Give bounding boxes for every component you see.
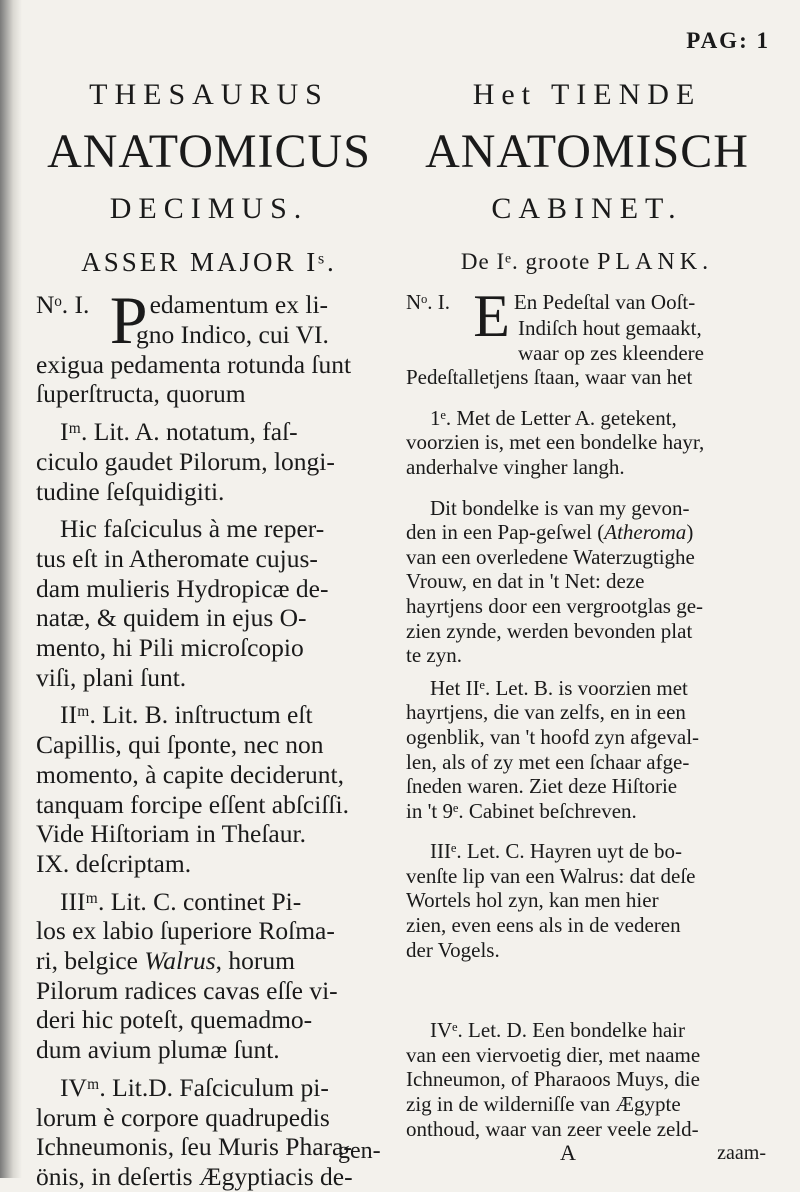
text-line: IIIᵐ. Lit. C. continet Pi- bbox=[60, 886, 302, 916]
text-line: 1ᵉ. Met de Letter A. getekent, bbox=[430, 405, 677, 430]
text-line: den in een Pap-geſwel (Atheroma) bbox=[406, 520, 694, 545]
latin-column bbox=[36, 70, 382, 1192]
text-line: tudine ſeſquidigiti. bbox=[36, 476, 225, 506]
text-line: Ichneumon, of Pharaoos Muys, die bbox=[406, 1067, 700, 1092]
page-number: PAG: 1 bbox=[686, 28, 770, 53]
entry-number: Nᵒ. I. bbox=[406, 290, 450, 314]
latin-title-line1: THESAURUS bbox=[89, 78, 329, 111]
page-binding-shadow bbox=[0, 0, 22, 1178]
text-line: önis, in deſertis Ægyptiacis de- bbox=[36, 1161, 353, 1191]
dutch-entry-4 bbox=[406, 676, 768, 824]
text-line: edamentum ex li- bbox=[149, 290, 329, 319]
signature-mark: A bbox=[560, 1140, 576, 1165]
text-line: En Pedeſtal van Ooſt- bbox=[513, 290, 696, 314]
text-line: Dit bondelke is van my gevon- bbox=[430, 495, 690, 520]
text-line: hayrtjens door een vergrootglas ge- bbox=[406, 593, 704, 618]
latin-entry-5 bbox=[36, 887, 382, 1065]
dutch-catchword: zaam- bbox=[717, 1142, 766, 1164]
text-line: Pedeſtalletjens ſtaan, waar van het bbox=[406, 365, 693, 390]
text-line: te zyn. bbox=[406, 643, 462, 668]
text-line: zig in de wilderniſſe van Ægypte bbox=[406, 1092, 681, 1117]
drop-cap: P bbox=[109, 282, 148, 358]
drop-cap: E bbox=[473, 283, 510, 349]
text-line: Indiſch hout gemaakt, bbox=[518, 316, 702, 340]
dutch-column bbox=[406, 70, 768, 1141]
dutch-entry-6 bbox=[406, 1018, 768, 1141]
text-line: Vide Hiſtoriam in Theſaur. bbox=[36, 819, 306, 849]
dutch-entry-5 bbox=[406, 839, 768, 962]
italic-term: Walrus bbox=[144, 946, 216, 976]
text-line: ri, belgice Walrus, horum bbox=[36, 946, 295, 976]
dutch-section-heading bbox=[406, 234, 768, 290]
text-line: Iᵐ. Lit. A. notatum, faſ- bbox=[60, 417, 298, 447]
latin-entry-2 bbox=[36, 417, 382, 506]
text-line: dum avium plumæ ſunt. bbox=[36, 1035, 280, 1065]
text-line: tanquam forcipe eſſent abſciſſi. bbox=[36, 789, 349, 819]
text-line: gno Indico, cui VI. bbox=[136, 320, 329, 349]
text-line: Pilorum radices cavas eſſe vi- bbox=[36, 975, 338, 1005]
latin-title-line3: DECIMUS. bbox=[109, 192, 309, 225]
entry-number: Nᵒ. I. bbox=[36, 290, 90, 319]
text-line: ogenblik, van 't hoofd zyn afgeval- bbox=[406, 724, 700, 749]
text-line: ciculo gaudet Pilorum, longi- bbox=[36, 446, 335, 476]
latin-section-heading: ASSER MAJOR Iˢ. bbox=[81, 247, 337, 277]
text-line: zien, even eens als in de vederen bbox=[406, 913, 681, 938]
text-line: waar op zes kleendere bbox=[518, 340, 704, 365]
dutch-entry-3 bbox=[406, 496, 768, 668]
text-line: onthoud, waar van zeer veele zeld- bbox=[406, 1116, 699, 1141]
dutch-entry-2 bbox=[406, 406, 768, 480]
latin-entry-4 bbox=[36, 700, 382, 878]
dutch-title-line3: CABINET. bbox=[491, 192, 683, 225]
text-line: in 't 9ᵉ. Cabinet beſchreven. bbox=[406, 798, 637, 823]
text-line: zien zynde, werden bevonden plat bbox=[406, 618, 693, 643]
text-line: natæ, & quidem in ejus O- bbox=[36, 603, 307, 633]
latin-title-line2: ANATOMICUS bbox=[47, 125, 371, 178]
text-line: los ex labio ſuperiore Roſma- bbox=[36, 916, 335, 946]
text-line: exigua pedamenta rotunda ſunt bbox=[36, 349, 352, 379]
text-line: voorzien is, met een bondelke hayr, bbox=[406, 430, 705, 455]
text-line: venſte lip van een Walrus: dat deſe bbox=[406, 863, 696, 888]
dutch-title-line2: ANATOMISCH bbox=[425, 125, 749, 178]
text-line: momento, à capite deciderunt, bbox=[36, 759, 345, 789]
text-line: IIIᵉ. Let. C. Hayren uyt de bo- bbox=[430, 839, 683, 864]
latin-entry-3 bbox=[36, 514, 382, 692]
text-line: Vrouw, en dat in 't Net: deze bbox=[406, 569, 645, 594]
text-line: len, als of zy met een ſchaar afge- bbox=[406, 749, 690, 774]
text-line: IVᵉ. Let. D. Een bondelke hair bbox=[430, 1018, 685, 1043]
text-line: IVᵐ. Lit.D. Faſciculum pi- bbox=[60, 1072, 329, 1102]
text-line: Wortels hol zyn, kan men hier bbox=[406, 888, 659, 913]
text-line: viſi, plani ſunt. bbox=[36, 662, 187, 692]
italic-term: Atheroma bbox=[604, 520, 687, 545]
text-line: mento, hi Pili microſcopio bbox=[36, 633, 304, 663]
text-line: IIᵐ. Lit. B. inſtructum eſt bbox=[60, 700, 313, 730]
text-line: van een overledene Waterzugtighe bbox=[406, 544, 695, 569]
text-line: Hic faſciculus à me reper- bbox=[60, 514, 325, 544]
text-line: tus eſt in Atheromate cujus- bbox=[36, 543, 318, 573]
text-line: ſuperſtructa, quorum bbox=[36, 379, 246, 409]
text-line: IX. deſcriptam. bbox=[36, 848, 192, 878]
text-line: lorum è corpore quadrupedis bbox=[36, 1102, 330, 1132]
text-line: ſneden waren. Ziet deze Hiſtorie bbox=[406, 774, 678, 799]
latin-entry-6 bbox=[36, 1073, 382, 1192]
text-line: deri hic poteſt, quemadmo- bbox=[36, 1005, 313, 1035]
dutch-title-line1: Het TIENDE bbox=[472, 78, 702, 111]
text-line: Ichneumonis, ſeu Muris Phara- bbox=[36, 1132, 352, 1162]
section-word: PLANK. bbox=[597, 249, 714, 275]
text-line: Het IIᵉ. Let. B. is voorzien met bbox=[430, 675, 688, 700]
latin-entry-1 bbox=[36, 282, 382, 409]
text-line: anderhalve vingher langh. bbox=[406, 454, 625, 479]
latin-catchword: gen- bbox=[338, 1138, 381, 1164]
section-prefix: De Iᵉ. groote bbox=[460, 249, 591, 274]
text-line: hayrtjens, die van zelfs, en in een bbox=[406, 700, 686, 725]
text-line: dam mulieris Hydropicæ de- bbox=[36, 573, 329, 603]
text-line: van een viervoetig dier, met naame bbox=[406, 1042, 701, 1067]
text-line: der Vogels. bbox=[406, 937, 500, 962]
dutch-entry-1 bbox=[406, 283, 768, 390]
text-line: Capillis, qui ſponte, nec non bbox=[36, 730, 324, 760]
